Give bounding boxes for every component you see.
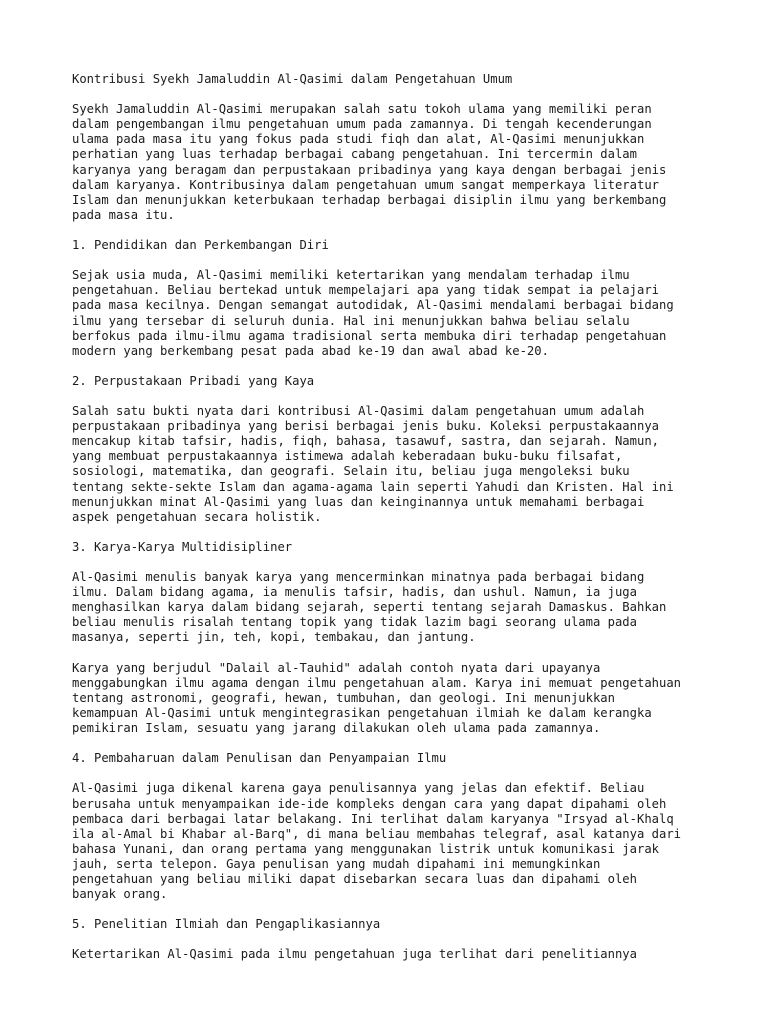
section-paragraph <box>72 781 728 902</box>
section-heading: 1. Pendidikan dan Perkembangan Diri <box>72 238 329 253</box>
text-line: dalam pengembangan ilmu pengetahuan umum pada zamannya. Di tengah kecenderungan <box>72 117 652 132</box>
text-line: Syekh Jamaluddin Al-Qasimi merupakan salah satu tokoh ulama yang memiliki peran <box>72 102 652 117</box>
text-line: ulama pada masa itu yang fokus pada studi fiqh dan alat, Al-Qasimi menunjukkan <box>72 132 645 147</box>
text-line: pengetahuan. Beliau bertekad untuk mempelajari apa yang tidak sempat ia pelajari <box>72 283 659 298</box>
text-line: dalam karyanya. Kontribusinya dalam pengetahuan umum sangat memperkaya literatur <box>72 177 659 192</box>
text-line: Sejak usia muda, Al-Qasimi memiliki ketertarikan yang mendalam terhadap ilmu <box>72 268 630 283</box>
section-paragraph <box>72 947 728 962</box>
spacer <box>72 389 728 404</box>
spacer <box>72 253 728 268</box>
text-line: karyanya yang beragam dan perpustakaan pribadinya yang kaya dengan berbagai jenis <box>72 162 667 177</box>
text-line: banyak orang. <box>72 887 168 902</box>
text-line: menunjukkan minat Al-Qasimi yang luas dan keinginannya untuk memahami berbagai <box>72 494 645 509</box>
spacer <box>72 555 728 570</box>
section-heading: 3. Karya-Karya Multidisipliner <box>72 539 293 554</box>
text-line: ila al-Amal bi Khabar al-Barq", di mana beliau membahas telegraf, asal katanya dari <box>72 826 682 841</box>
spacer <box>72 525 728 540</box>
text-line: mencakup kitab tafsir, hadis, fiqh, bahasa, tasawuf, sastra, dan sejarah. Namun, <box>72 434 659 449</box>
spacer <box>72 359 728 374</box>
text-line: pembaca dari berbagai latar belakang. Ini terlihat dalam karyanya "Irsyad al-Khalq <box>72 811 674 826</box>
text-line: pengetahuan yang beliau miliki dapat disebarkan secara luas dan dipahami oleh <box>72 871 637 886</box>
text-line: ilmu yang tersebar di seluruh dunia. Hal ini menunjukkan bahwa beliau selalu <box>72 313 630 328</box>
text-line: Ketertarikan Al-Qasimi pada ilmu pengetahuan juga terlihat dari penelitiannya <box>72 947 637 962</box>
section-heading: 4. Pembaharuan dalam Penulisan dan Penyampaian Ilmu <box>72 751 447 766</box>
text-line: pada masa itu. <box>72 207 175 222</box>
text-line: bahasa Yunani, dan orang pertama yang menggunakan listrik untuk komunikasi jarak <box>72 841 659 856</box>
text-line: modern yang berkembang pesat pada abad ke-19 dan awal abad ke-20. <box>72 343 549 358</box>
text-line: aspek pengetahuan secara holistik. <box>72 509 322 524</box>
text-line: kemampuan Al-Qasimi untuk mengintegrasikan pengetahuan ilmiah ke dalam kerangka <box>72 705 652 720</box>
section-heading: 5. Penelitian Ilmiah dan Pengaplikasiannya <box>72 917 381 932</box>
text-line: berusaha untuk menyampaikan ide-ide kompleks dengan cara yang dapat dipahami oleh <box>72 796 667 811</box>
text-line: beliau menulis risalah tentang topik yang tidak lazim bagi seorang ulama pada <box>72 615 637 630</box>
text-line: tentang sekte-sekte Islam dan agama-agama lain seperti Yahudi dan Kristen. Hal ini <box>72 479 674 494</box>
document-title: Kontribusi Syekh Jamaluddin Al-Qasimi dalam Pengetahuan Umum <box>72 72 513 86</box>
text-line: sosiologi, matematika, dan geografi. Selain itu, beliau juga mengoleksi buku <box>72 464 630 479</box>
spacer <box>72 646 728 661</box>
text-line: perhatian yang luas terhadap berbagai cabang pengetahuan. Ini tercermin dalam <box>72 147 637 162</box>
section-paragraph <box>72 268 728 359</box>
text-line: menggabungkan ilmu agama dengan ilmu pengetahuan alam. Karya ini memuat pengetahuan <box>72 675 682 690</box>
text-line: menghasilkan karya dalam bidang sejarah, seperti tentang sejarah Damaskus. Bahkan <box>72 600 667 615</box>
section-paragraph <box>72 661 728 736</box>
section-paragraph <box>72 570 728 645</box>
text-line: tentang astronomi, geografi, hewan, tumbuhan, dan geologi. Ini menunjukkan <box>72 690 615 705</box>
spacer <box>72 932 728 947</box>
text-line: jauh, serta telepon. Gaya penulisan yang mudah dipahami ini memungkinkan <box>72 856 601 871</box>
text-line: berfokus pada ilmu-ilmu agama tradisional serta membuka diri terhadap pengetahuan <box>72 328 667 343</box>
section-heading: 2. Perpustakaan Pribadi yang Kaya <box>72 373 315 388</box>
text-line: pada masa kecilnya. Dengan semangat autodidak, Al-Qasimi mendalami berbagai bidang <box>72 298 674 313</box>
text-line: perpustakaan pribadinya yang berisi berbagai jenis buku. Koleksi perpustakaannya <box>72 419 659 434</box>
spacer <box>72 902 728 917</box>
text-line: masanya, seperti jin, teh, kopi, tembakau, dan jantung. <box>72 630 476 645</box>
intro-paragraph <box>72 102 728 223</box>
spacer <box>72 87 728 102</box>
text-line: Al-Qasimi juga dikenal karena gaya penulisannya yang jelas dan efektif. Beliau <box>72 781 645 796</box>
section-paragraph <box>72 404 728 525</box>
spacer <box>72 766 728 781</box>
text-line: ilmu. Dalam bidang agama, ia menulis tafsir, hadis, dan ushul. Namun, ia juga <box>72 585 637 600</box>
text-line: Salah satu bukti nyata dari kontribusi Al-Qasimi dalam pengetahuan umum adalah <box>72 404 645 419</box>
spacer <box>72 223 728 238</box>
spacer <box>72 736 728 751</box>
text-line: yang membuat perpustakaannya istimewa adalah keberadaan buku-buku filsafat, <box>72 449 623 464</box>
text-line: Karya yang berjudul "Dalail al-Tauhid" adalah contoh nyata dari upayanya <box>72 660 601 675</box>
text-line: Islam dan menunjukkan keterbukaan terhadap berbagai disiplin ilmu yang berkembang <box>72 192 667 207</box>
text-line: Al-Qasimi menulis banyak karya yang mencerminkan minatnya pada berbagai bidang <box>72 570 645 585</box>
text-line: pemikiran Islam, sesuatu yang jarang dilakukan oleh ulama pada zamannya. <box>72 721 601 736</box>
